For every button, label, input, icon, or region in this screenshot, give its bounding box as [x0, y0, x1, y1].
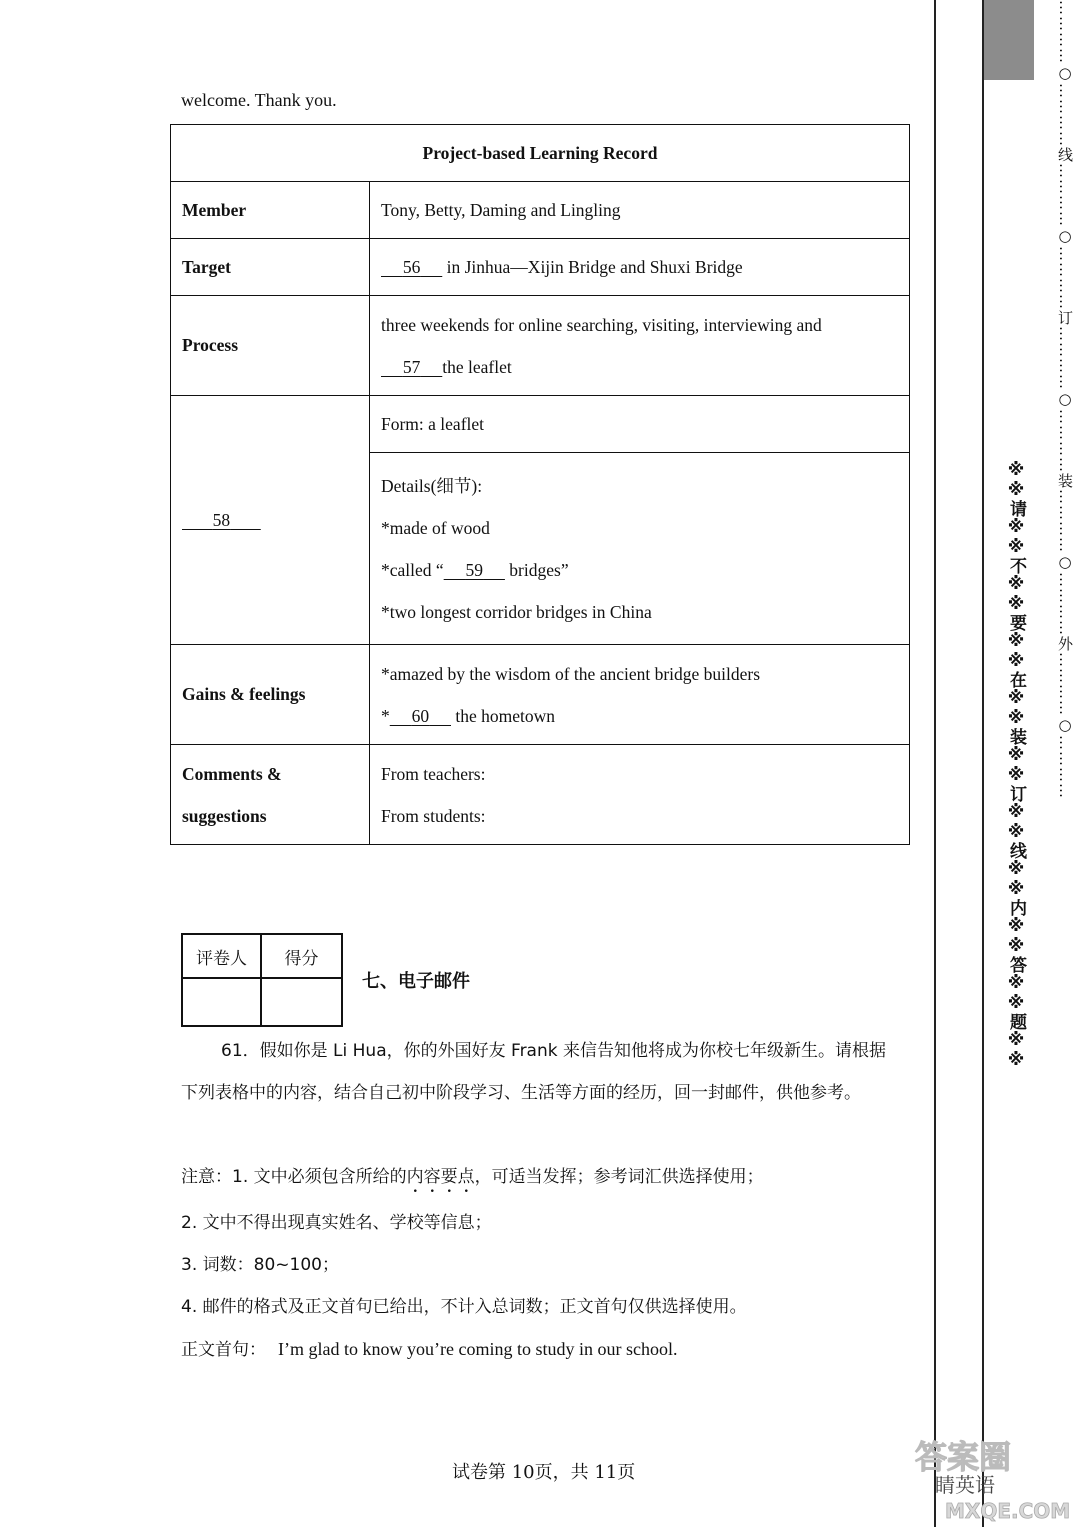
form-label-cell: [171, 396, 370, 645]
blank-59: 59: [465, 559, 484, 580]
details-heading: Details(细节):: [381, 475, 483, 496]
blank-60: 60: [411, 705, 430, 726]
binding-line-text: …………○…………线…………○…………订…………○…………装…………○…………外…………○…………: [1056, 0, 1074, 799]
margin-line-inner: [982, 0, 984, 1527]
table-title: Project-based Learning Record: [171, 125, 910, 182]
watermark-line-1: 答案圈: [915, 1438, 1012, 1476]
form-value: Form: a leaflet: [370, 396, 910, 453]
grader-header: 评卷人: [183, 935, 262, 979]
table-row: [171, 125, 910, 182]
first-line: 正文首句： I’m glad to know you’re coming to study in our school.: [181, 1339, 678, 1360]
table-row: [171, 182, 910, 239]
details-item-2: *called “ 59 bridges”: [381, 559, 569, 580]
score-box: [181, 933, 343, 1027]
binding-warning: ※※请※※不※※要※※在※※装※※订※※线※※内※※答※※题※※: [1006, 460, 1026, 1070]
note-1: 注意：1. 文中必须包含所给的内容要点，可适当发挥；参考词汇供选择使用；: [181, 1167, 764, 1187]
details-item-1: *made of wood: [381, 517, 490, 538]
margin-line-outer: [934, 0, 936, 1527]
comments-students: From students:: [381, 805, 486, 826]
blank-58: 58: [212, 509, 231, 530]
details-cell: [370, 453, 910, 645]
section-title: 七、电子邮件: [362, 971, 470, 992]
table-row: [171, 296, 910, 396]
comments-teachers: From teachers:: [381, 763, 486, 784]
member-value: Tony, Betty, Daming and Lingling: [370, 182, 910, 239]
target-label: Target: [171, 239, 370, 296]
table-row: [171, 396, 910, 453]
gains-label: Gains & feelings: [171, 645, 370, 745]
score-field[interactable]: [262, 979, 341, 1025]
table-row: [171, 239, 910, 296]
question-61: 61．假如你是 Li Hua，你的外国好友 Frank 来信告知他将成为你校七年级新生。请根据下列表格中的内容，结合自己初中阶段学习、生活等方面的经历，回一封邮件，供他参考。: [181, 1041, 886, 1103]
comments-label: Comments & suggestions: [171, 745, 370, 845]
table-row: [171, 645, 910, 745]
member-label: Member: [171, 182, 370, 239]
note-2: 2. 文中不得出现真实姓名、学校等信息；: [181, 1213, 492, 1233]
intro-text: welcome. Thank you.: [181, 90, 337, 110]
watermark-line-3: MXQE.COM: [945, 1499, 1071, 1523]
note-3: 3. 词数：80~100；: [181, 1255, 339, 1275]
learning-record-table: [170, 124, 910, 845]
comments-value: [370, 745, 910, 845]
blank-57: 57: [402, 356, 421, 377]
watermark-logo: [905, 1430, 1075, 1525]
margin-gray-tab: [984, 0, 1034, 80]
page-footer: 试卷第 10页，共 11页: [452, 1462, 636, 1483]
process-label: Process: [171, 296, 370, 396]
score-header: 得分: [262, 935, 341, 979]
grader-field[interactable]: [183, 979, 262, 1025]
details-item-3: *two longest corridor bridges in China: [381, 601, 652, 622]
process-line-2: 57 the leaflet: [381, 346, 898, 388]
note-4: 4. 邮件的格式及正文首句已给出，不计入总词数；正文首句仅供选择使用。: [181, 1297, 747, 1317]
gains-item-2: * 60 the hometown: [381, 705, 556, 726]
process-line-1: three weekends for online searching, visiting, interviewing and: [381, 314, 822, 335]
target-value: 56 in Jinhua—Xijin Bridge and Shuxi Bridge: [370, 239, 910, 296]
gains-value: [370, 645, 910, 745]
blank-56: 56: [402, 256, 421, 277]
table-row: [171, 745, 910, 845]
gains-item-1: *amazed by the wisdom of the ancient bridge builders: [381, 663, 761, 684]
watermark-line-2: 睛英语: [935, 1473, 995, 1497]
process-value: [370, 296, 910, 396]
